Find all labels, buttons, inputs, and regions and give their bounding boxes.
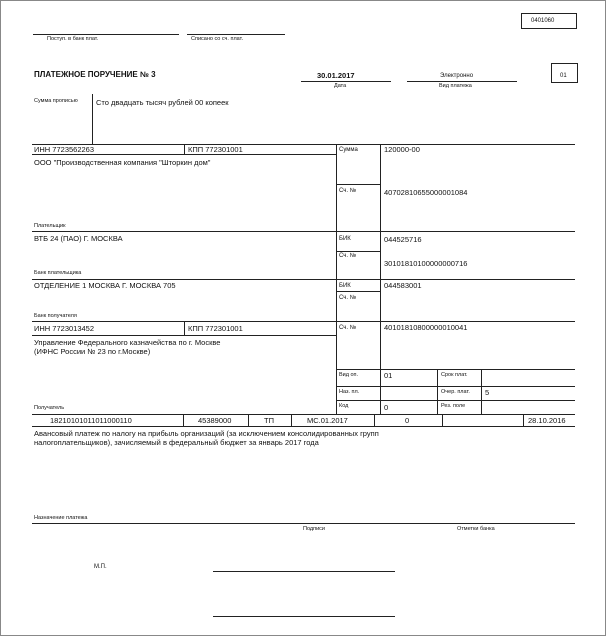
form-code: 0401060 xyxy=(531,18,555,24)
grid-line xyxy=(32,231,575,232)
payer-bank-bik-label: БИК xyxy=(339,236,351,242)
op-type-label: Вид оп. xyxy=(339,372,359,378)
date-label: Дата xyxy=(334,83,347,89)
grid-line xyxy=(336,386,575,387)
order-value: 5 xyxy=(485,388,490,397)
purpose-bottom-line xyxy=(32,523,575,524)
payment-type-line xyxy=(407,81,517,82)
payment-type-label: Вид платежа xyxy=(439,83,472,89)
grid-line xyxy=(32,154,336,155)
grid-line xyxy=(291,414,292,426)
payee-bank-name: ОТДЕЛЕНИЕ 1 МОСКВА Г. МОСКВА 705 xyxy=(34,281,176,290)
payee-inn: ИНН 7723013452 xyxy=(34,324,95,333)
grid-line xyxy=(183,414,184,426)
status-code: 01 xyxy=(560,73,567,79)
grid-line xyxy=(374,414,375,426)
bank-marks-label: Отметки банка xyxy=(457,526,495,532)
payee-account-value: 40101810800000010041 xyxy=(384,323,468,332)
payer-inn: ИНН 7723562263 xyxy=(34,145,95,154)
grid-line xyxy=(184,144,185,154)
received-label: Поступ. в банк плат. xyxy=(47,36,99,42)
payer-account-label: Сч. № xyxy=(339,188,357,194)
tax-kbk: 18210101011011000110 xyxy=(50,416,132,425)
op-code-label: Код xyxy=(339,403,349,409)
sum-label: Сумма xyxy=(339,147,358,153)
payer-account-value: 40702810655000001084 xyxy=(384,188,468,197)
payer-bank-bik-value: 044525716 xyxy=(384,235,422,244)
payer-name: ООО "Производственная компания "Шторкин дом" xyxy=(34,158,211,167)
deadline-label: Срок плат. xyxy=(441,372,468,378)
grid-line xyxy=(184,321,185,335)
grid-line xyxy=(32,335,336,336)
payee-bank-bik-label: БИК xyxy=(339,283,351,289)
grid-line xyxy=(32,414,575,415)
grid-line xyxy=(32,426,575,427)
grid-line xyxy=(336,291,380,292)
date-line xyxy=(301,81,391,82)
payer-bank-account-label: Сч. № xyxy=(339,253,357,259)
tax-basis: ТП xyxy=(264,416,274,425)
grid-line xyxy=(32,321,575,322)
reserve-label: Рез. поле xyxy=(441,403,466,409)
document-title: ПЛАТЕЖНОЕ ПОРУЧЕНИЕ № 3 xyxy=(34,70,156,79)
sum-value: 120000-00 xyxy=(384,145,420,154)
payee-bank-label: Банк получателя xyxy=(34,313,77,319)
payee-account-label: Сч. № xyxy=(339,325,357,331)
payee-name-line1: Управление Федерального казначейства по г. Москве xyxy=(34,338,221,347)
grid-line xyxy=(481,369,482,414)
amount-words-divider xyxy=(92,94,93,144)
grid-line xyxy=(336,184,380,185)
amount-words-label: Сумма прописью xyxy=(34,98,78,104)
purpose-line2: налогоплательщиков), зачисляемый в федеральный бюджет за январь 2017 года xyxy=(34,438,319,447)
purpose-line1: Авансовый платеж по налогу на прибыль организаций (за исключением консолидированных групп xyxy=(34,429,379,438)
payer-kpp: КПП 772301001 xyxy=(188,145,243,154)
debited-line xyxy=(187,34,285,35)
debited-label: Списано со сч. плат. xyxy=(191,36,244,42)
payee-bank-bik-value: 044583001 xyxy=(384,281,422,290)
grid-line xyxy=(336,369,575,370)
tax-oktmo: 45389000 xyxy=(198,416,232,425)
grid-line xyxy=(336,251,380,252)
payee-label: Получатель xyxy=(34,405,65,411)
payee-name-line2: (ИФНС России № 23 по г.Москве) xyxy=(34,347,151,356)
payee-bank-account-label: Сч. № xyxy=(339,295,357,301)
purpose-label: Назначение платежа xyxy=(34,515,88,521)
stamp-label: М.П. xyxy=(94,564,107,570)
received-line xyxy=(33,34,179,35)
grid-line xyxy=(437,369,438,414)
payment-type: Электронно xyxy=(440,73,474,79)
grid-line xyxy=(32,279,575,280)
document-date: 30.01.2017 xyxy=(317,71,355,80)
payer-bank-name: ВТБ 24 (ПАО) Г. МОСКВА xyxy=(34,234,123,243)
payee-kpp: КПП 772301001 xyxy=(188,324,243,333)
payer-label: Плательщик xyxy=(34,223,66,229)
grid-line xyxy=(336,400,575,401)
signature-line-2 xyxy=(213,616,395,617)
grid-line xyxy=(523,414,524,426)
op-purpose-label: Наз. пл. xyxy=(339,389,360,395)
op-type-value: 01 xyxy=(384,371,393,380)
order-label: Очер. плат. xyxy=(441,389,470,395)
op-code-value: 0 xyxy=(384,403,389,412)
amount-words-value: Сто двадцать тысяч рублей 00 копеек xyxy=(96,98,229,107)
tax-doc-number: 0 xyxy=(405,416,410,425)
payer-bank-account-value: 30101810100000000716 xyxy=(384,259,468,268)
grid-line xyxy=(442,414,443,426)
grid-line xyxy=(32,144,575,145)
signatures-label: Подписи xyxy=(303,526,325,532)
grid-line xyxy=(248,414,249,426)
payer-bank-label: Банк плательщика xyxy=(34,270,82,276)
tax-doc-date: 28.10.2016 xyxy=(528,416,566,425)
signature-line-1 xyxy=(213,571,395,572)
tax-period: МС.01.2017 xyxy=(307,416,348,425)
